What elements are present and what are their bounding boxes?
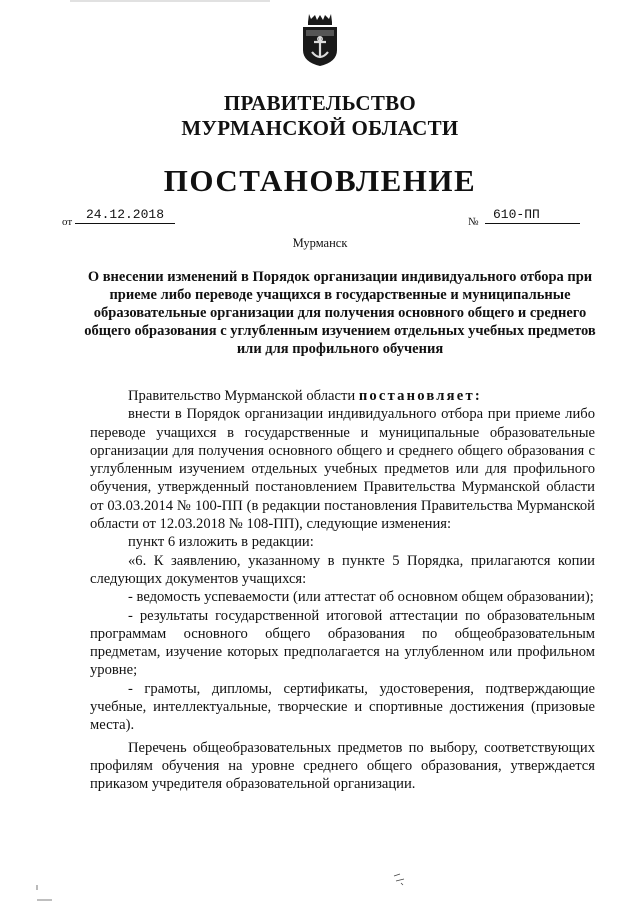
decree-lead: Правительство Мурманской области bbox=[128, 388, 359, 404]
document-type-heading: ПОСТАНОВЛЕНИЕ bbox=[163, 163, 477, 198]
body-paragraph-point6-text: «6. К заявлению, указанному в пункте 5 Порядка, прилагаются копии следующих документов учащихся: bbox=[90, 552, 595, 587]
document-body bbox=[90, 387, 595, 794]
scan-mark bbox=[36, 884, 54, 902]
list-item: - результаты государственной итоговой аттестации по образовательным программам основного общего образования по общеобразовательным предметам, изучение которых предполагается на углубленном или профильном уровне; bbox=[90, 607, 595, 679]
city-name: Мурманск bbox=[292, 236, 348, 250]
list-item: - грамоты, дипломы, сертификаты, удостоверения, подтверждающие учебные, интеллектуальные, творческие и спортивные достижения (призовые места). bbox=[90, 680, 595, 734]
government-title-line1: ПРАВИТЕЛЬСТВО bbox=[223, 91, 417, 115]
body-paragraph-decree bbox=[90, 387, 595, 405]
list-item: - ведомость успеваемости (или аттестат об основном общем образовании); bbox=[128, 589, 594, 606]
scan-mark bbox=[392, 872, 408, 886]
document-number: 610-ПП bbox=[485, 207, 580, 224]
body-paragraph-list-of-subjects: Перечень общеобразовательных предметов по выбору, соответствующих профилям обучения на уровне среднего общего образования, утверждается приказом учредителя образовательной организации. bbox=[90, 739, 595, 793]
document-subject: О внесении изменений в Порядок организации индивидуального отбора при приеме либо переводе учащихся в государственные и муниципальные образовательные организации для получения основного общего и среднего общего образования с углубленным изучением отдельных учебных предметов или для профильного обучения bbox=[84, 269, 596, 357]
number-prefix: № bbox=[468, 216, 479, 228]
body-paragraph-amend: внести в Порядок организации индивидуального отбора при приеме либо переводе учащихся в государственные и муниципальные образовательные организации для получения основного общего и среднего общего образования с углубленным изучением отдельных учебных предметов или для профильного обучения, утвержденный постановлением Правительства Мурманской области от 03.03.2014 № 100-ПП (в редакции постановления Правительства Мурманской области от 12.03.2018 № 108-ПП), следующие изменения: bbox=[90, 406, 595, 533]
document-date: 24.12.2018 bbox=[75, 207, 175, 224]
government-title-line2: МУРМАНСКОЙ ОБЛАСТИ bbox=[181, 116, 459, 140]
murmansk-coat-of-arms-icon bbox=[297, 10, 343, 68]
date-prefix: от bbox=[62, 216, 73, 228]
scan-edge-line bbox=[70, 0, 270, 4]
decree-verb: постановляет: bbox=[358, 388, 482, 404]
body-paragraph-point6: пункт 6 изложить в редакции: bbox=[128, 534, 314, 551]
